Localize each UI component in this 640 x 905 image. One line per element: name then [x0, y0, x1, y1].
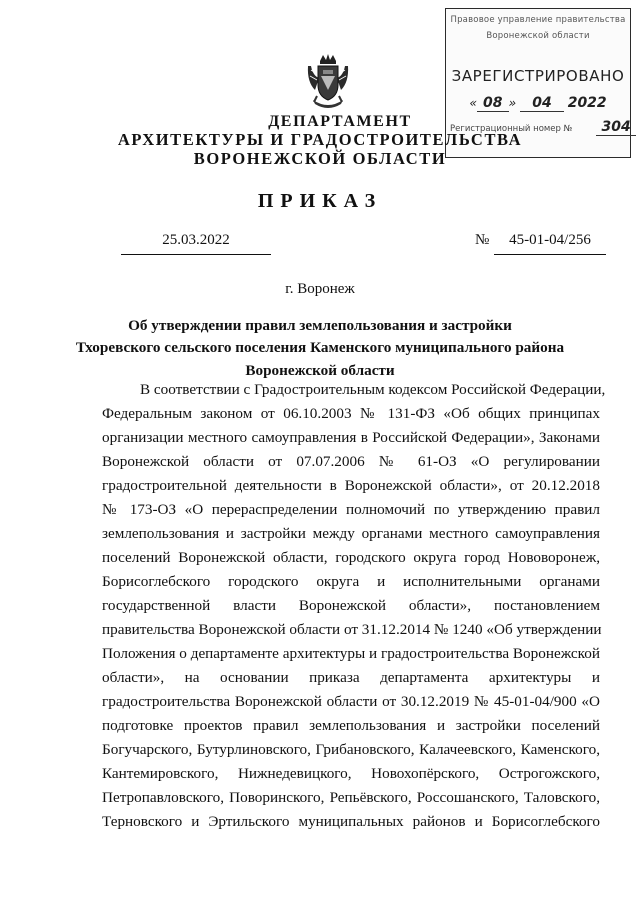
body-line: правительства Воронежской области от 31.12.2014 № 1240 «Об утверждении: [102, 621, 602, 638]
header-line2: АРХИТЕКТУРЫ И ГРАДОСТРОИТЕЛЬСТВА: [117, 130, 523, 149]
body-line: организации местного самоуправления в Российской Федерации», Законами: [102, 429, 600, 446]
stamp-date: « 08 » 04 2022: [469, 95, 607, 111]
stamp-year: 2022: [567, 95, 607, 111]
stamp-month: 04: [520, 95, 563, 112]
document-date: 25.03.2022: [121, 232, 271, 255]
body-line: Положения о департаменте архитектуры и градостроительства Воронежской: [102, 645, 600, 662]
body-line: землепользования и застройки между органами местного самоуправления: [102, 525, 600, 542]
body-line: области», на основании приказа департамента архитектуры и: [102, 669, 600, 686]
coat-of-arms-icon: [305, 52, 351, 112]
body-line: Борисоглебского городского округа и исполнительными органами: [102, 573, 600, 590]
document-type: ПРИКАЗ: [257, 190, 383, 212]
body-line: Федеральным законом от 06.10.2003 № 131-ФЗ «Об общих принципах: [102, 405, 600, 422]
body-line: градостроительства Воронежской области от 30.12.2019 № 45-01-04/900 «О: [102, 693, 600, 710]
stamp-registered-label: ЗАРЕГИСТРИРОВАНО: [451, 67, 625, 85]
body-line: Петропавловского, Поворинского, Репьёвского, Россошанского, Таловского,: [102, 789, 600, 806]
title-line: Тхоревского сельского поселения Каменского муниципального района: [75, 339, 565, 356]
header-line1: ДЕПАРТАМЕНТ: [268, 113, 412, 130]
stamp-line1: Правовое управление правительства: [450, 15, 626, 25]
body-line: Кантемировского, Нижнедевицкого, Новохопёрского, Острогожского,: [102, 765, 600, 782]
body-line: подготовке проектов правил землепользования и застройки поселений: [102, 717, 600, 734]
stamp-day: 08: [477, 95, 508, 112]
body-line: государственной власти Воронежской области», постановлением: [102, 597, 600, 614]
body-line: градостроительной деятельности в Воронежской области», от 20.12.2018: [102, 477, 600, 494]
stamp-reg-label: Регистрационный номер №: [450, 124, 573, 134]
body-line: поселений Воронежской области, городского округа город Нововоронеж,: [102, 549, 600, 566]
body-line: Богучарского, Бутурлиновского, Грибановского, Калачеевского, Каменского,: [102, 741, 600, 758]
document-number: 45-01-04/256: [494, 232, 606, 255]
title-line: Об утверждении правил землепользования и застройки: [128, 317, 512, 334]
body-line: Воронежской области от 07.07.2006 № 61-ОЗ «О регулировании: [102, 453, 600, 470]
title-line: Воронежской области: [245, 362, 395, 379]
body-line: Терновского и Эртильского муниципальных районов и Борисоглебского: [102, 813, 600, 830]
body-line: В соответствии с Градостроительным кодексом Российской Федерации,: [140, 381, 606, 398]
stamp-line2: Воронежской области: [486, 31, 590, 41]
stamp-reg-value: 304: [596, 119, 635, 136]
header-line3: ВОРОНЕЖСКОЙ ОБЛАСТИ: [193, 149, 447, 168]
body-line: № 173-ОЗ «О перераспределении полномочий по утверждению правил: [102, 501, 600, 518]
city: г. Воронеж: [285, 281, 355, 297]
number-sign: №: [475, 232, 490, 248]
